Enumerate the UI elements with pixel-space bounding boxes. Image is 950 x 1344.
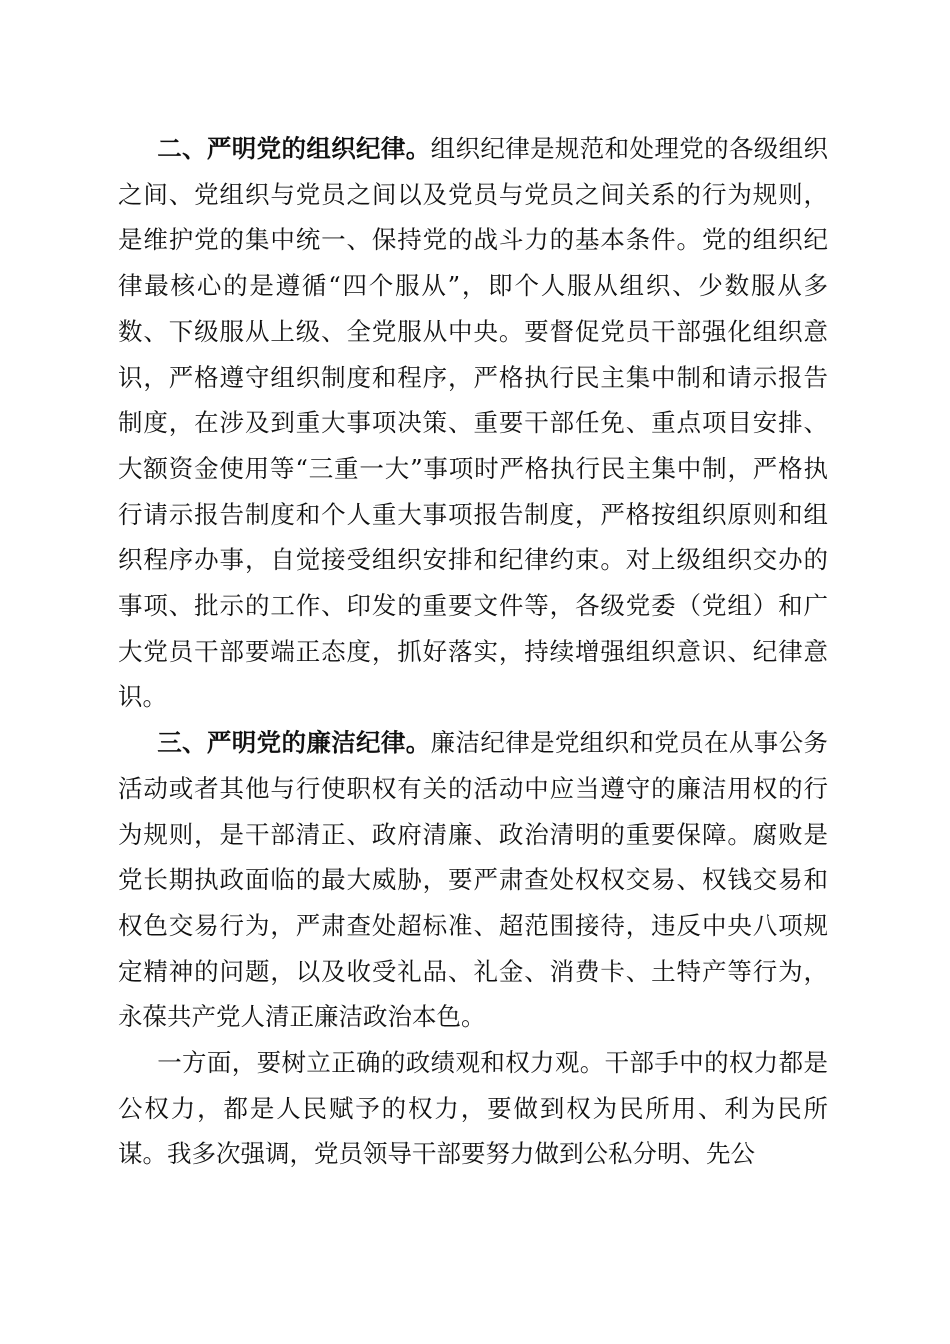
paragraph-organizational-discipline [118, 126, 828, 720]
paragraph-integrity-discipline [118, 720, 828, 1040]
paragraph-body-organizational-discipline: 组织纪律是规范和处理党的各级组织之间、党组织与党员之间以及党员与党员之间关系的行为规则，是维护党的集中统一、保持党的战斗力的基本条件。党的组织纪律最核心的是遵循“四个服从”，即个人服从组织、少数服从多数、下级服从上级、全党服从中央。要督促党员干部强化组织意识，严格遵守组织制度和程序，严格执行民主集中制和请示报告制度，在涉及到重大事项决策、重要干部任免、重点项目安排、大额资金使用等“三重一大”事项时严格执行民主集中制，严格执行请示报告制度和个人重大事项报告制度，严格按组织原则和组织程序办事，自觉接受组织安排和纪律约束。对上级组织交办的事项、批示的工作、印发的重要文件等，各级党委（党组）和广大党员干部要端正态度，抓好落实，持续增强组织意识、纪律意识。 [118, 134, 829, 712]
section-heading-organizational-discipline: 二、严明党的组织纪律。 [157, 134, 431, 163]
paragraph-body-integrity-discipline: 廉洁纪律是党组织和党员在从事公务活动或者其他与行使职权有关的活动中应当遵守的廉洁用权的行为规则，是干部清正、政府清廉、政治清明的重要保障。腐败是党长期执政面临的最大威胁，要严肃查处权权交易、权钱交易和权色交易行为，严肃查处超标准、超范围接待，违反中央八项规定精神的问题，以及收受礼品、礼金、消费卡、土特产等行为，永葆共产党人清正廉洁政治本色。 [118, 728, 829, 1032]
section-heading-integrity-discipline: 三、严明党的廉洁纪律。 [157, 728, 431, 758]
paragraph-body-achievement-power-view: 一方面，要树立正确的政绩观和权力观。干部手中的权力都是公权力，都是人民赋予的权力，要做到权为民所用、利为民所谋。我多次强调，党员领导干部要努力做到公私分明、先公 [118, 1048, 828, 1169]
document-page [118, 126, 828, 1177]
paragraph-achievement-power-view [118, 1040, 828, 1177]
